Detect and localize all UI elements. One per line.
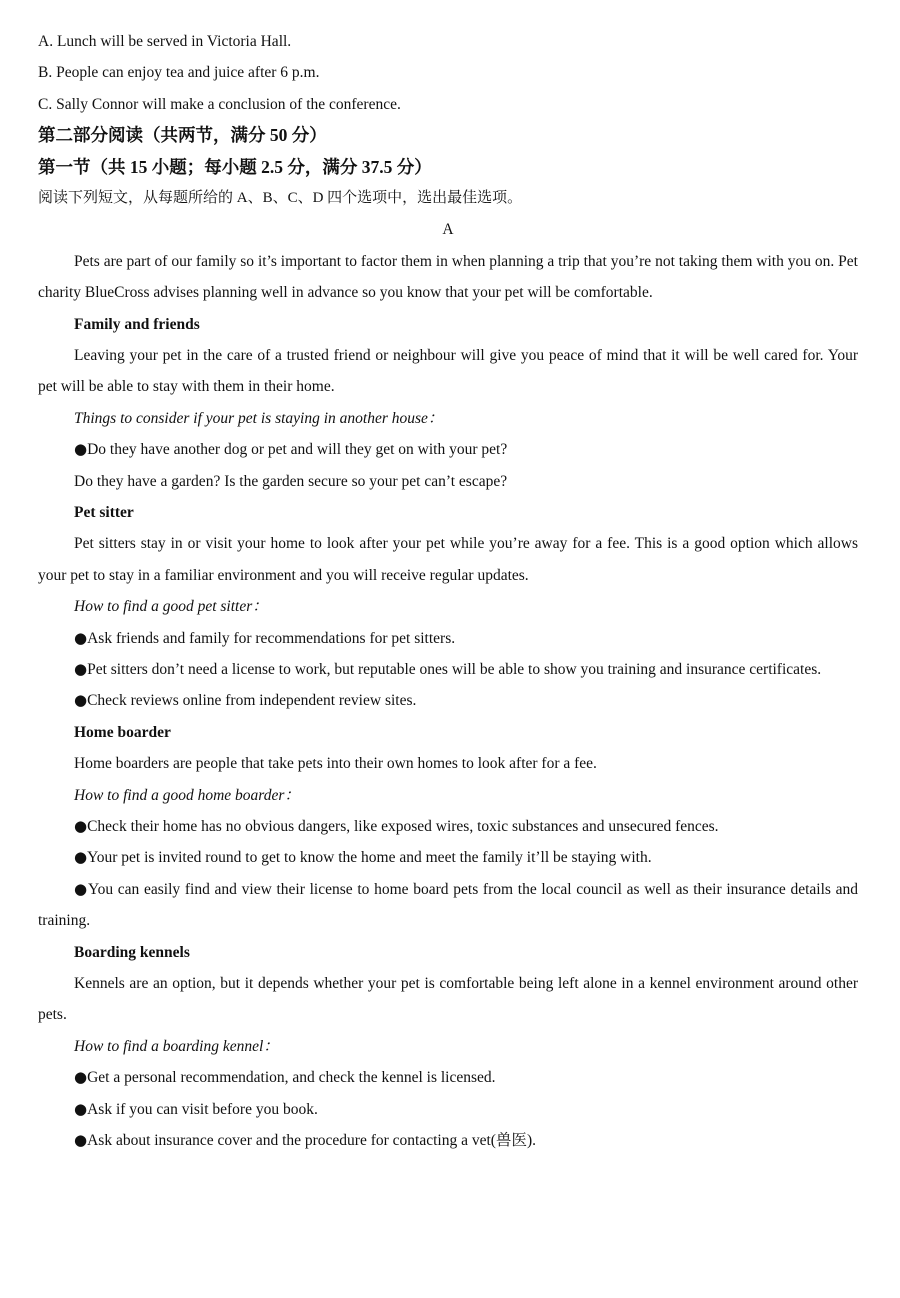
section-title: 第一节（共 15 小题；每小题 2.5 分，满分 37.5 分） <box>38 156 432 177</box>
list-item <box>38 874 858 937</box>
option-c: C. Sally Connor will make a conclusion of the conference. <box>38 95 401 113</box>
bullet-text: Check their home has no obvious dangers, like exposed wires, toxic substances and unsecured fences. <box>87 817 719 835</box>
list-item <box>38 1094 858 1125</box>
bullet-text: You can easily find and view their license to home board pets from the local council as well as their insurance details and training. <box>38 880 858 930</box>
family-extra: Do they have a garden? Is the garden secure so your pet can’t escape? <box>74 472 508 490</box>
kennels-text: Kennels are an option, but it depends whether your pet is comfortable being left alone in a kennel environment around other pets. <box>38 974 858 1024</box>
bullet-dot-icon: ● <box>74 659 88 678</box>
bullet-dot-icon: ● <box>74 1130 88 1149</box>
kennels-heading: Boarding kennels <box>74 943 190 961</box>
option-a: A. Lunch will be served in Victoria Hall. <box>38 33 292 50</box>
boarder-heading: Home boarder <box>74 723 171 741</box>
list-item <box>38 1125 858 1156</box>
intro-paragraph: Pets are part of our family so it’s important to factor them in when planning a trip that you’re not taking them with you on. Pet charity BlueCross advises planning well in advance so you know that your pet will be comfortable. <box>38 252 858 302</box>
bullet-text: Ask if you can visit before you book. <box>87 1100 318 1118</box>
bullet-text: Check reviews online from independent review sites. <box>87 692 417 710</box>
bullet-text: Do they have another dog or pet and will they get on with your pet? <box>87 441 508 459</box>
sitter-subheading: How to find a good pet sitter： <box>74 598 268 616</box>
passage-label: A <box>442 221 454 239</box>
family-heading: Family and friends <box>74 315 200 333</box>
sitter-heading: Pet sitter <box>74 503 134 521</box>
kennels-subheading: How to find a boarding kennel： <box>74 1037 279 1055</box>
bullet-text: Pet sitters don’t need a license to work, but reputable ones will be able to show you training and insurance certificates. <box>87 660 822 678</box>
bullet-dot-icon: ● <box>74 848 88 867</box>
bullet-text: Your pet is invited round to get to know the home and meet the family it’ll be staying with. <box>87 849 652 867</box>
list-item <box>38 842 858 873</box>
bullet-text: Ask friends and family for recommendations for pet sitters. <box>87 629 456 647</box>
family-subheading: Things to consider if your pet is staying in another house： <box>74 409 444 427</box>
bullet-dot-icon: ● <box>74 691 88 710</box>
bullet-dot-icon: ● <box>74 1068 88 1087</box>
boarder-subheading: How to find a good home boarder： <box>74 786 300 804</box>
option-b: B. People can enjoy tea and juice after 6 p.m. <box>38 64 320 82</box>
boarder-text: Home boarders are people that take pets into their own homes to look after for a fee. <box>74 755 597 773</box>
family-text: Leaving your pet in the care of a trusted friend or neighbour will give you peace of mind that it will be well cared for. Your pet will be able to stay with them in their home. <box>38 346 858 396</box>
part-title: 第二部分阅读（共两节，满分 50 分） <box>38 125 327 146</box>
list-item <box>38 685 858 716</box>
list-item <box>38 623 858 654</box>
bullet-dot-icon: ● <box>74 879 88 898</box>
list-item <box>38 654 858 685</box>
bullet-dot-icon: ● <box>74 628 88 647</box>
bullet-text: Get a personal recommendation, and check the kennel is licensed. <box>87 1069 496 1087</box>
sitter-text: Pet sitters stay in or visit your home to look after your pet while you’re away for a fee. This is a good option which allows your pet to stay in a familiar environment and you will receive regular updates. <box>38 535 858 584</box>
bullet-dot-icon: ● <box>74 816 88 835</box>
bullet-dot-icon: ● <box>74 1099 88 1118</box>
list-item <box>38 1062 858 1093</box>
instruction: 阅读下列短文，从每题所给的 A、B、C、D 四个选项中，选出最佳选项。 <box>38 189 523 206</box>
bullet-text: Ask about insurance cover and the procedure for contacting a vet(兽医). <box>87 1131 536 1149</box>
bullet-dot-icon: ● <box>74 440 88 459</box>
list-item <box>38 811 858 842</box>
document-page <box>38 26 858 1156</box>
list-item <box>38 434 858 465</box>
